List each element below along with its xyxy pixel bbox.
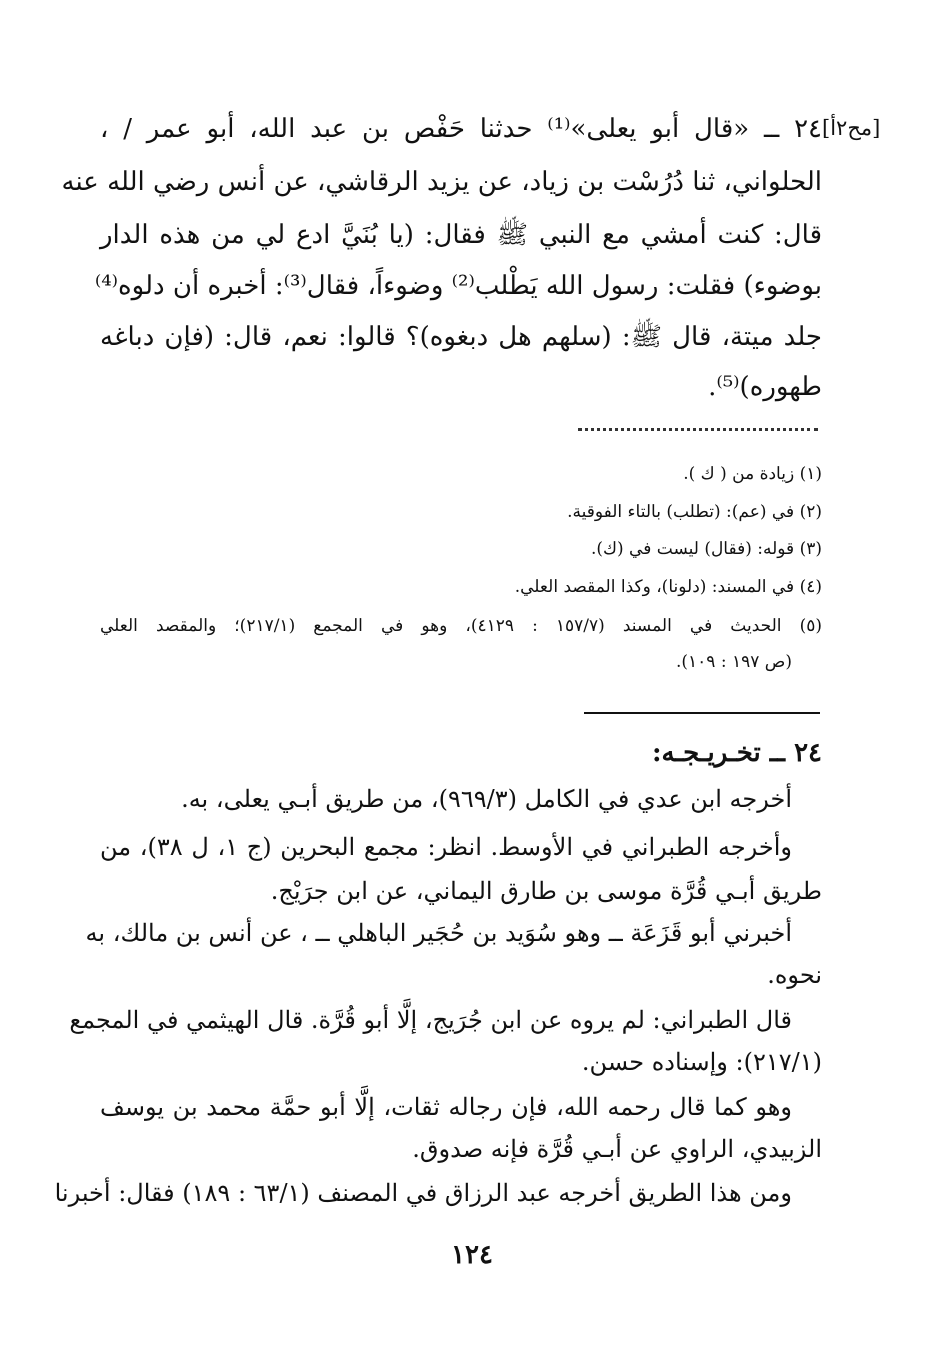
takhrij-line: أخرجه ابن عدي في الكامل (٩٦٩/٣)، من طريق أبـي يعلى، به.	[181, 785, 792, 813]
main-text-line: طهوره)⁽⁵⁾.	[708, 372, 822, 402]
footnote: (٢) في (عم): (تطلب) بالتاء الفوقية.	[567, 502, 822, 522]
takhrij-line: طريق أبـي قُرَّة موسى بن طارق اليماني، عن ابن جرَيْج.	[270, 877, 822, 905]
manuscript-margin-note: [مح٢أ]	[822, 116, 881, 140]
takhrij-line: قال الطبراني: لم يروه عن ابن جُرَيج، إلَّا أبو قُرَّة. قال الهيثمي في المجمع	[69, 1006, 792, 1034]
footnote: (٤) في المسند: (دلونا)، وكذا المقصد العلي.	[514, 577, 822, 597]
takhrij-line: أخبرني أبو قَزَعَة ــ وهو سُوَيد بن حُجَير الباهلي ــ ، عن أنس بن مالك، به	[85, 919, 792, 947]
takhrij-line: نحوه.	[767, 961, 822, 989]
main-text-line: جلد ميتة، قال ﷺ: (سلهم هل دبغوه)؟ قالوا: نعم، قال: (فإن دباغه	[100, 322, 822, 352]
footnote-separator-dots	[578, 428, 818, 431]
takhrij-line: وأخرجه الطبراني في الأوسط. انظر: مجمع البحرين (ج ١، ل ٣٨)، من	[100, 833, 792, 861]
page-number: ١٢٤	[451, 1240, 493, 1270]
main-text-line: بوضوء) فقلت: رسول الله يَطْلب⁽²⁾ وضوءاً، فقال⁽³⁾: أخبره أن دلوه⁽⁴⁾	[94, 271, 822, 301]
footnote: (١) زيادة من ( ك ).	[683, 464, 822, 484]
footnote-continuation: (ص ١٩٧ : ١٠٩).	[676, 652, 792, 672]
takhrij-line: (٢١٧/١): وإسناده حسن.	[581, 1048, 822, 1076]
takhrij-heading: ٢٤ ــ تخـريـجـه:	[651, 738, 822, 768]
takhrij-line: الزبيدي، الراوي عن أبـي قُرَّة فإنه صدوق.	[412, 1135, 822, 1163]
main-text-line: قال: كنت أمشي مع النبي ﷺ فقال: (يا بُنَيَّ ادع لي من هذه الدار	[100, 220, 822, 250]
section-divider	[584, 712, 820, 714]
main-text-line: الحلواني، ثنا دُرُسْت بن زياد، عن يزيد الرقاشي، عن أنس رضي الله عنه	[61, 167, 822, 197]
takhrij-line: ومن هذا الطريق أخرجه عبد الرزاق في المصنف (٦٣/١ : ١٨٩) فقال: أخبرنا	[54, 1179, 792, 1207]
footnote: (٥) الحديث في المسند (١٥٧/٧ : ٤١٢٩)، وهو في المجمع (٢١٧/١)؛ والمقصد العلي	[100, 616, 823, 636]
footnote: (٣) قوله: (فقال) ليست في (ك).	[590, 539, 822, 559]
takhrij-line: وهو كما قال رحمه الله، فإن رجاله ثقات، إلَّا أبو حمَّة محمد بن يوسف	[100, 1093, 792, 1121]
main-text-line: ٢٤ ــ «قال أبو يعلى»⁽¹⁾ حدثنا حَفْص بن عبد الله، أبو عمر / ،	[100, 114, 822, 144]
